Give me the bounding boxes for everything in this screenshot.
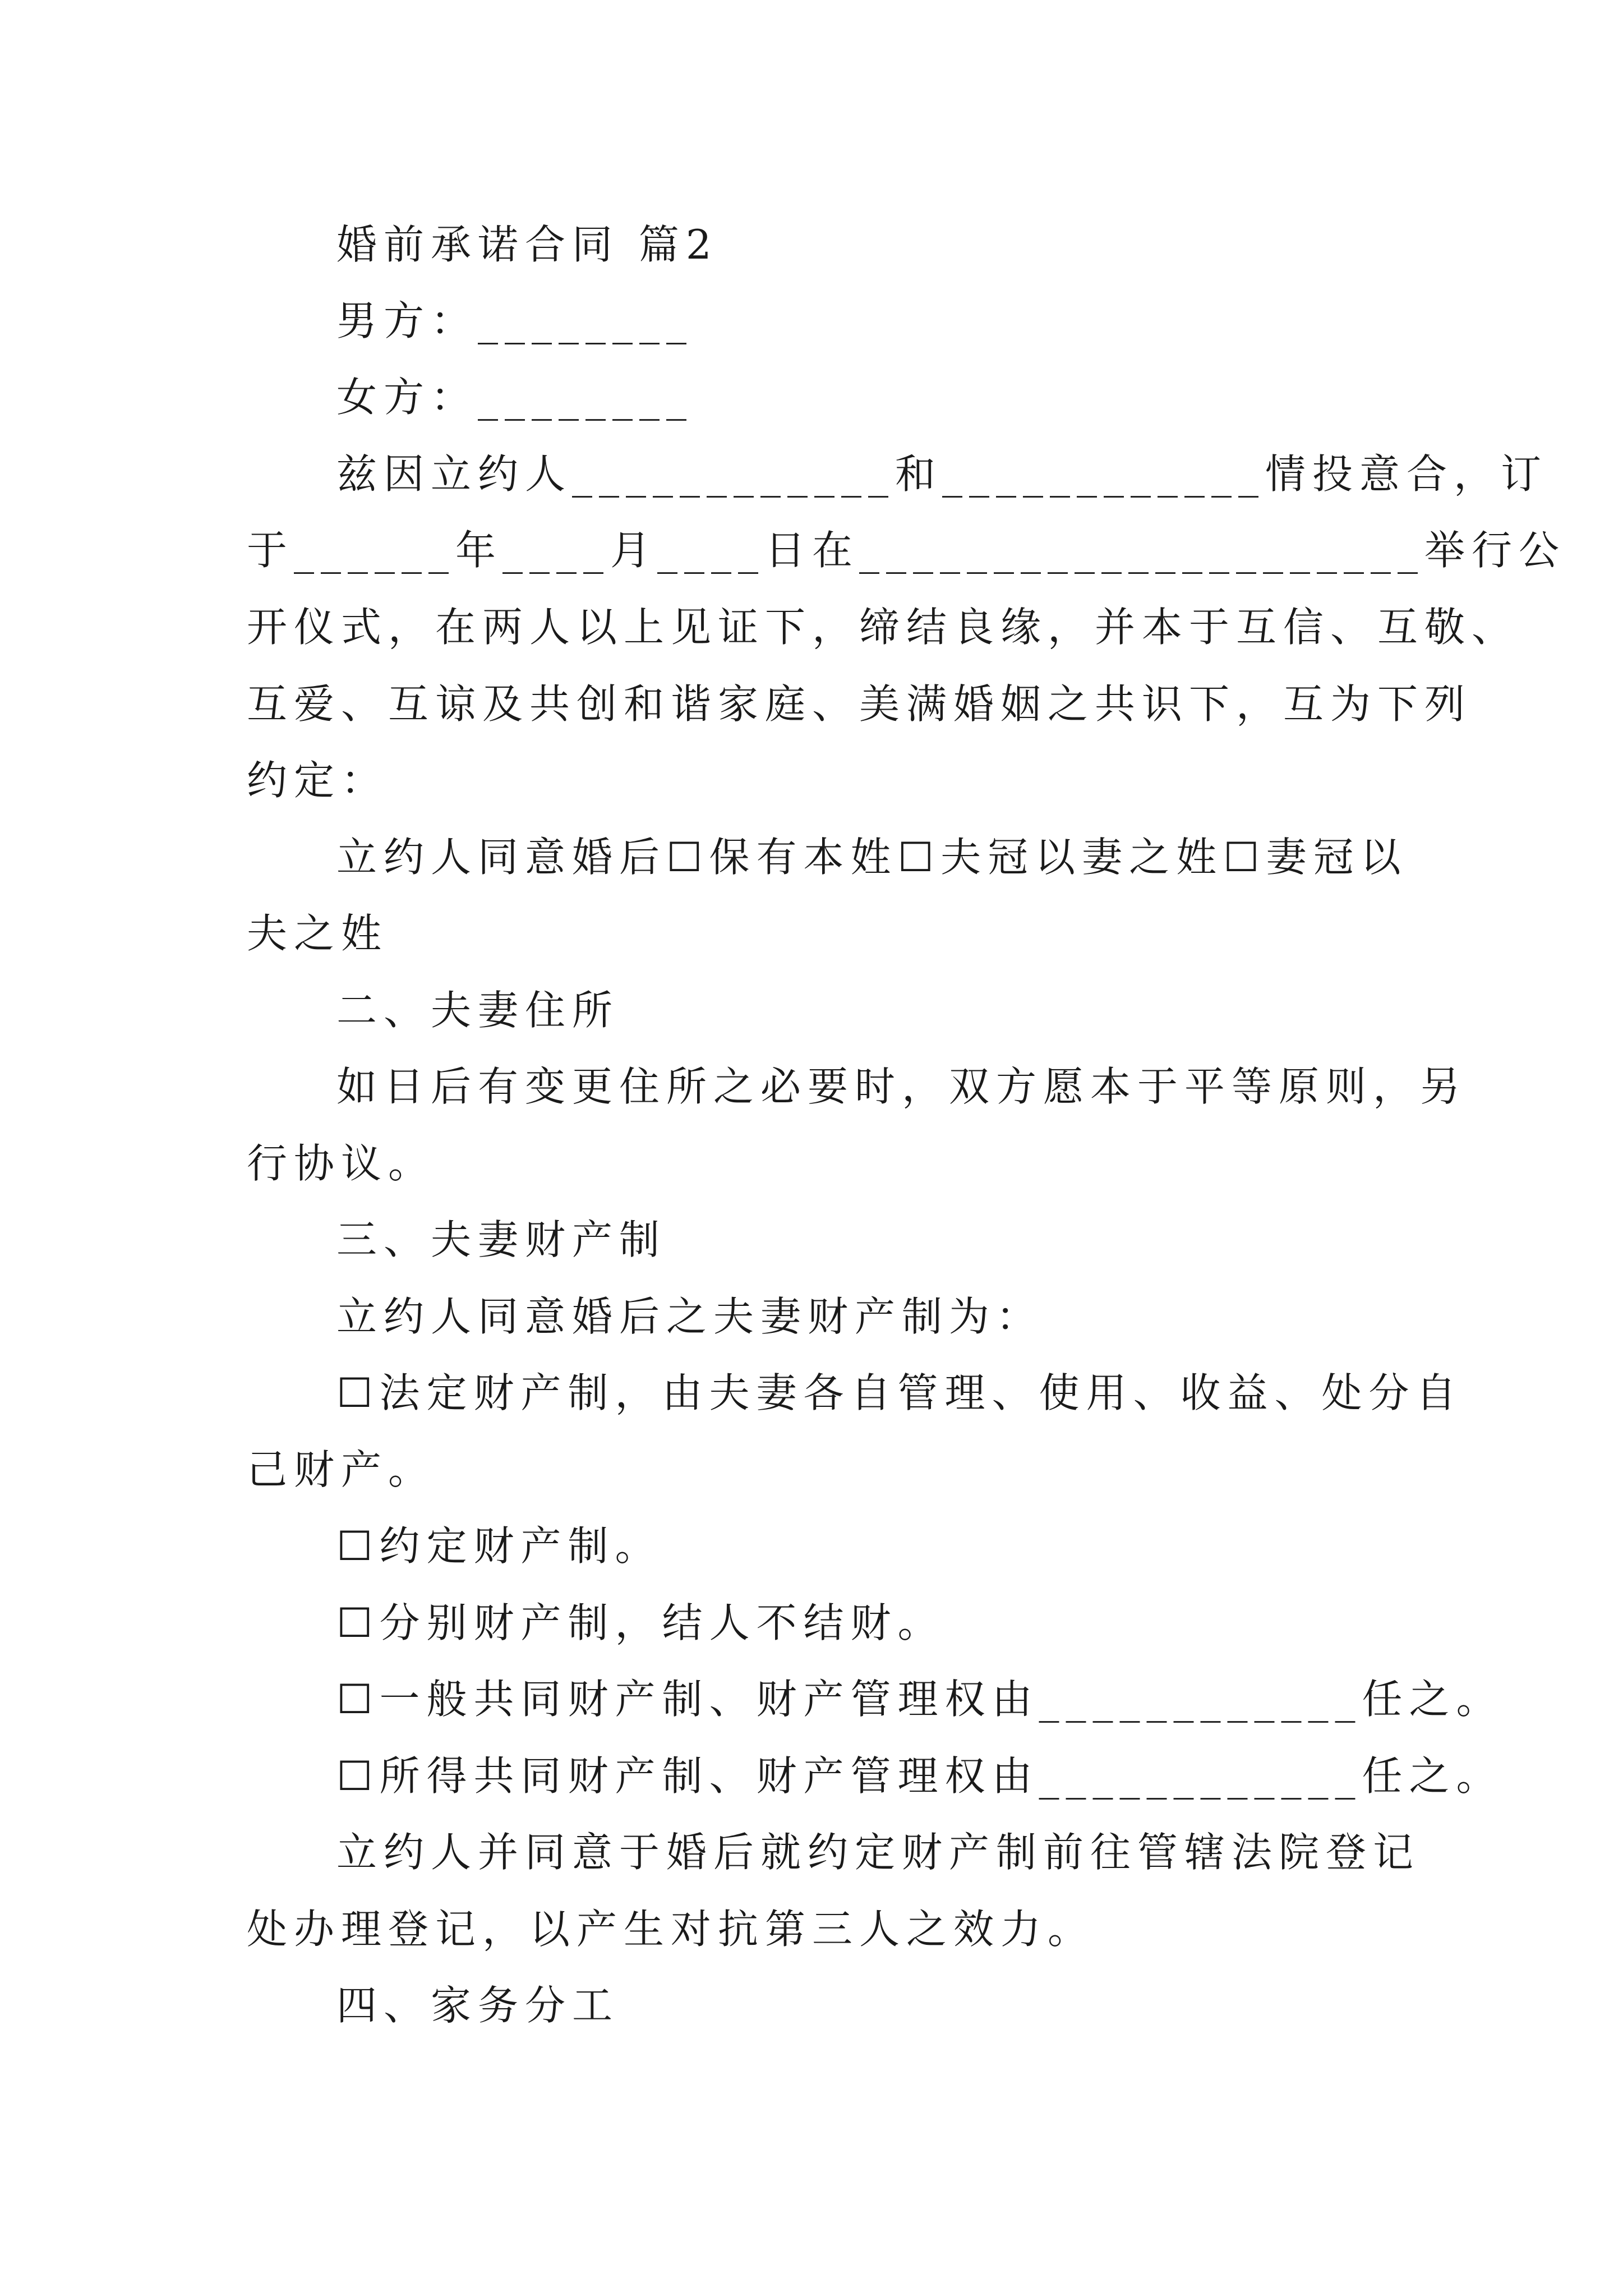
paragraph-line: 处办理登记，以产生对抗第三人之效力。	[247, 1906, 1095, 1953]
paragraph-line: 开仪式，在两人以上见证下，缔结良缘，并本于互信、互敬、	[247, 604, 1519, 651]
section-heading: 三、夫妻财产制	[336, 1216, 667, 1263]
paragraph-line: 立约人同意婚后之夫妻财产制为：	[336, 1293, 1044, 1340]
checkbox-option-line: ☐所得共同财产制、财产管理权由____________任之。	[336, 1752, 1504, 1800]
paragraph-line: 于______年____月____日在_____________________举行公	[247, 527, 1566, 574]
paragraph-line: 立约人同意婚后☐保有本姓☐夫冠以妻之姓☐妻冠以	[336, 834, 1408, 881]
paragraph-line: 互爱、互谅及共创和谐家庭、美满婚姻之共识下，互为下列	[247, 680, 1472, 728]
section-heading: 四、家务分工	[336, 1982, 620, 2029]
paragraph-line: 行协议。	[247, 1140, 436, 1187]
section-heading: 二、夫妻住所	[336, 987, 620, 1034]
male-party-line: 男方：________	[336, 297, 694, 344]
female-party-line: 女方：________	[336, 374, 694, 421]
checkbox-option-line: ☐约定财产制。	[336, 1522, 662, 1570]
paragraph-line: 夫之姓	[247, 910, 389, 957]
paragraph-line: 如日后有变更住所之必要时，双方愿本于平等原则，另	[336, 1063, 1468, 1110]
paragraph-line: 己财产。	[247, 1446, 436, 1493]
checkbox-option-line: ☐法定财产制，由夫妻各自管理、使用、收益、处分自	[336, 1369, 1463, 1416]
checkbox-option-line: ☐分别财产制，结人不结财。	[336, 1599, 945, 1646]
paragraph-line: 立约人并同意于婚后就约定财产制前往管辖法院登记	[336, 1829, 1421, 1876]
paragraph-line: 约定：	[247, 757, 389, 804]
document-title: 婚前承诺合同 篇2	[336, 221, 718, 268]
paragraph-line: 兹因立约人____________和____________情投意合，订	[336, 450, 1548, 498]
checkbox-option-line: ☐一般共同财产制、财产管理权由____________任之。	[336, 1676, 1504, 1723]
